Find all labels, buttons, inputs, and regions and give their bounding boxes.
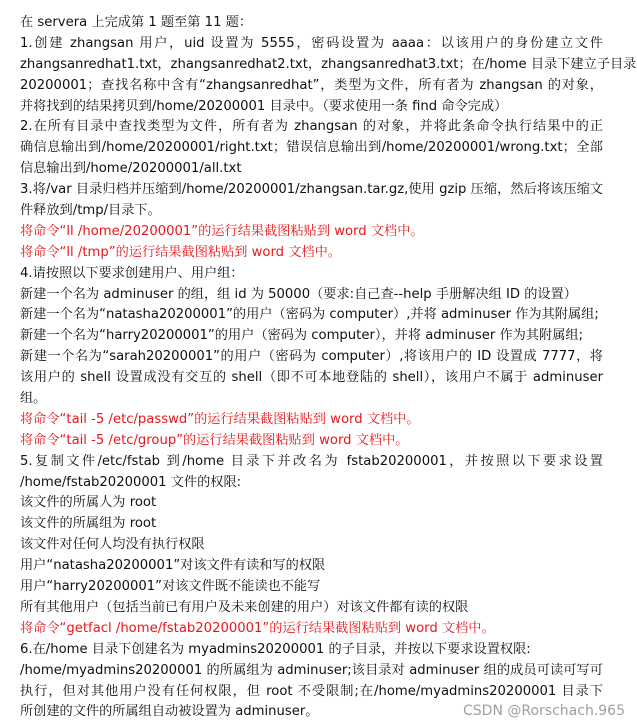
text-line: 该文件的所属人为 root [20, 495, 157, 511]
document-body [20, 13, 637, 723]
instruction-line: 将命令“ll /tmp”的运行结果截图粘贴到 word 文档中。 [20, 244, 341, 260]
text-line: 执行，但对其他用户没有任何权限，但 root 不受限制;在/home/myadmins20200001 目录下 [20, 683, 603, 699]
instruction-line: 将命令“tail -5 /etc/group”的运行结果截图粘贴到 word 文档中。 [20, 432, 409, 448]
text-line: 5.复制文件/etc/fstab 到/home 目录下并改名为 fstab20200001，并按照以下要求设置 [20, 453, 603, 469]
text-line: 用户“natasha20200001”对该文件有读和写的权限 [20, 558, 326, 574]
text-line: 该文件的所属组为 root [20, 516, 157, 532]
text-line: 2.在所有目录中查找类型为文件，所有者为 zhangsan 的对象，并将此条命令执行结果中的正 [20, 119, 603, 135]
text-line: 信息输出到/home/20200001/all.txt [20, 161, 242, 177]
text-line: 该用户的 shell 设置成没有交互的 shell（即不可本地登陆的 shell），该用户不属于 adminuser [20, 370, 603, 386]
text-line: 新建一个名为“harry20200001”的用户（密码为 computer），并将 adminuser 作为其附属组; [20, 328, 584, 344]
instruction-line: 将命令“ll /home/20200001”的运行结果截图粘贴到 word 文档中。 [20, 223, 424, 239]
text-line: 该文件对任何人均没有执行权限 [20, 537, 205, 553]
text-line: 6.在/home 目录下创建名为 myadmins20200001 的子目录，并按以下要求设置权限: [20, 641, 531, 657]
text-line: 新建一个名为“sarah20200001”的用户（密码为 computer）,将该用户的 ID 设置成 7777，将 [20, 349, 603, 365]
text-line: 件释放到/tmp/目录下。 [20, 203, 161, 219]
csdn-watermark: CSDN @Rorschach.965 [463, 703, 625, 719]
text-line: 20200001；查找名称中含有“zhangsanredhat”，类型为文件，所有者为 zhangsan 的对象， [20, 77, 603, 93]
text-line: /home/fstab20200001 文件的权限: [20, 474, 242, 490]
text-line: 3.将/var 目录归档并压缩到/home/20200001/zhangsan.tar.gz,使用 gzip 压缩，然后将该压缩文 [20, 182, 603, 198]
text-line: 1.创建 zhangsan 用户，uid 设置为 5555，密码设置为 aaaa：以该用户的身份建立文件 [20, 35, 603, 51]
instruction-line: 将命令“tail -5 /etc/passwd”的运行结果截图粘贴到 word 文档中。 [20, 411, 420, 427]
text-line: 4.请按照以下要求创建用户、用户组： [20, 265, 244, 281]
instruction-line: 将命令“getfacl /home/fstab20200001”的运行结果截图粘贴到 word 文档中。 [20, 620, 495, 636]
text-line: 新建一个名为“natasha20200001”的用户（密码为 computer）,并将 adminuser 作为其附属组; [20, 307, 599, 323]
text-line: 所有其他用户（包括当前已有用户及未来创建的用户）对该文件都有读的权限 [20, 599, 469, 615]
text-line: 组。 [20, 391, 47, 407]
text-line: 所创建的文件的所属组自动被设置为 adminuser。 [20, 704, 319, 720]
text-line: 并将找到的结果拷贝到/home/20200001 目录中。（要求使用一条 find 命令完成） [20, 98, 508, 114]
text-line: 在 servera 上完成第 1 题至第 11 题： [20, 15, 253, 30]
text-line: 新建一个名为 adminuser 的组，组 id 为 50000（要求:自己查--help 手册解决组 ID 的设置） [20, 286, 577, 302]
text-line: 确信息输出到/home/20200001/right.txt；错误信息输出到/home/20200001/wrong.txt；全部 [20, 140, 603, 156]
text-line: 用户“harry20200001”对该文件既不能读也不能写 [20, 579, 321, 595]
text-line: zhangsanredhat1.txt，zhangsanredhat2.txt，zhangsanredhat3.txt；在/home 目录下建立子目录 [20, 56, 637, 72]
text-line: /home/myadmins20200001 的所属组为 adminuser;该目录对 adminuser 组的成员可读可写可 [20, 662, 603, 678]
